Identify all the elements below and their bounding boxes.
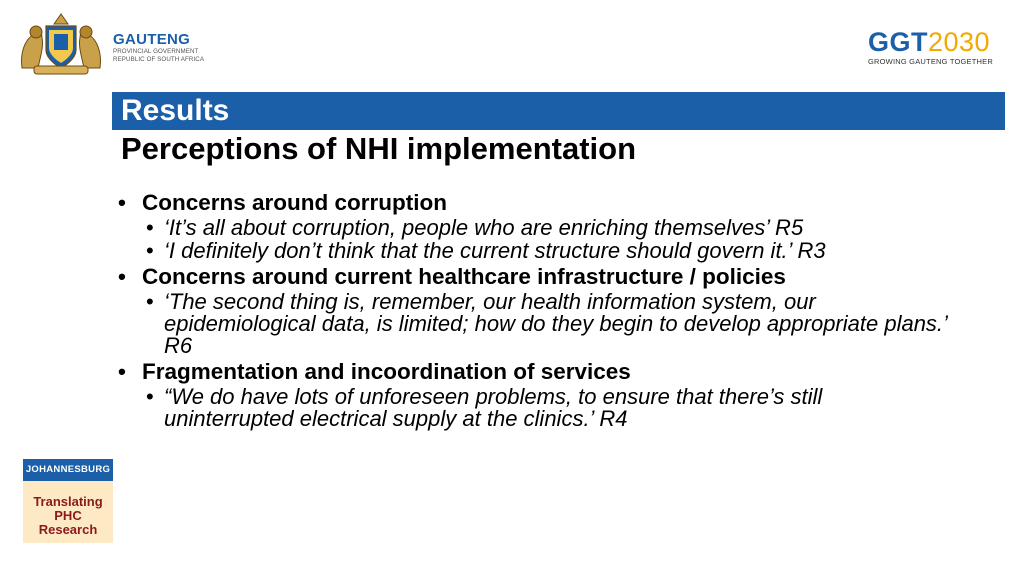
sub-bullet-marker: • [146,215,154,240]
gauteng-name: GAUTENG [113,31,191,48]
bullet-marker: • [118,264,126,289]
quote-text: “We do have lots of unforeseen problems, to ensure that there’s still uninterrupted electrical supply at the clinics.’ R4 [164,384,823,431]
gauteng-subline-2: REPUBLIC OF SOUTH AFRICA [113,55,205,63]
sub-bullet-marker: • [146,289,154,314]
bullet-marker: • [118,190,126,215]
bullet-item [118,359,958,385]
bullet-heading: Concerns around corruption [142,190,448,215]
bullet-heading: Concerns around current healthcare infrastructure / policies [142,264,786,289]
coat-of-arms-icon [16,10,106,76]
quote-text: ‘It’s all about corruption, people who are enriching themselves’ R5 [164,215,804,240]
badge-header: JOHANNESBURG [23,459,113,481]
ggt-tagline: GROWING GAUTENG TOGETHER [868,57,993,66]
bullet-item [118,190,958,216]
sub-bullet-marker: • [146,238,154,263]
quote-item [118,217,958,239]
title-bar [112,92,1005,130]
ggt-mark-year: 2030 [928,27,991,57]
gauteng-logo-text [113,32,204,63]
gauteng-subline-1: PROVINCIAL GOVERNMENT [113,48,199,55]
bullet-marker: • [118,359,126,384]
translating-phc-research-badge [23,459,113,543]
ggt2030-logo [868,28,1000,70]
gauteng-provincial-logo [16,10,206,76]
quote-item [118,291,958,357]
quote-text: ‘The second thing is, remember, our health information system, our epidemiological data, is limited; how do they begin to develop appropriate plans.’ R6 [164,289,947,358]
badge-line-2: PHC [54,508,82,523]
quote-item [118,386,958,430]
quote-item [118,240,958,262]
bullet-list [118,190,958,430]
bullet-heading: Fragmentation and incoordination of services [142,359,631,384]
badge-line-1: Translating [33,494,103,509]
quote-text: ‘I definitely don’t think that the current structure should govern it.’ R3 [164,238,826,263]
slide-title: Results [121,94,230,127]
slide-subtitle: Perceptions of NHI implementation [121,131,637,166]
badge-line-3: Research [38,522,98,537]
ggt-mark-prefix: GGT [868,27,928,57]
sub-bullet-marker: • [146,384,154,409]
bullet-item [118,264,958,290]
ggt2030-mark [868,28,1000,56]
